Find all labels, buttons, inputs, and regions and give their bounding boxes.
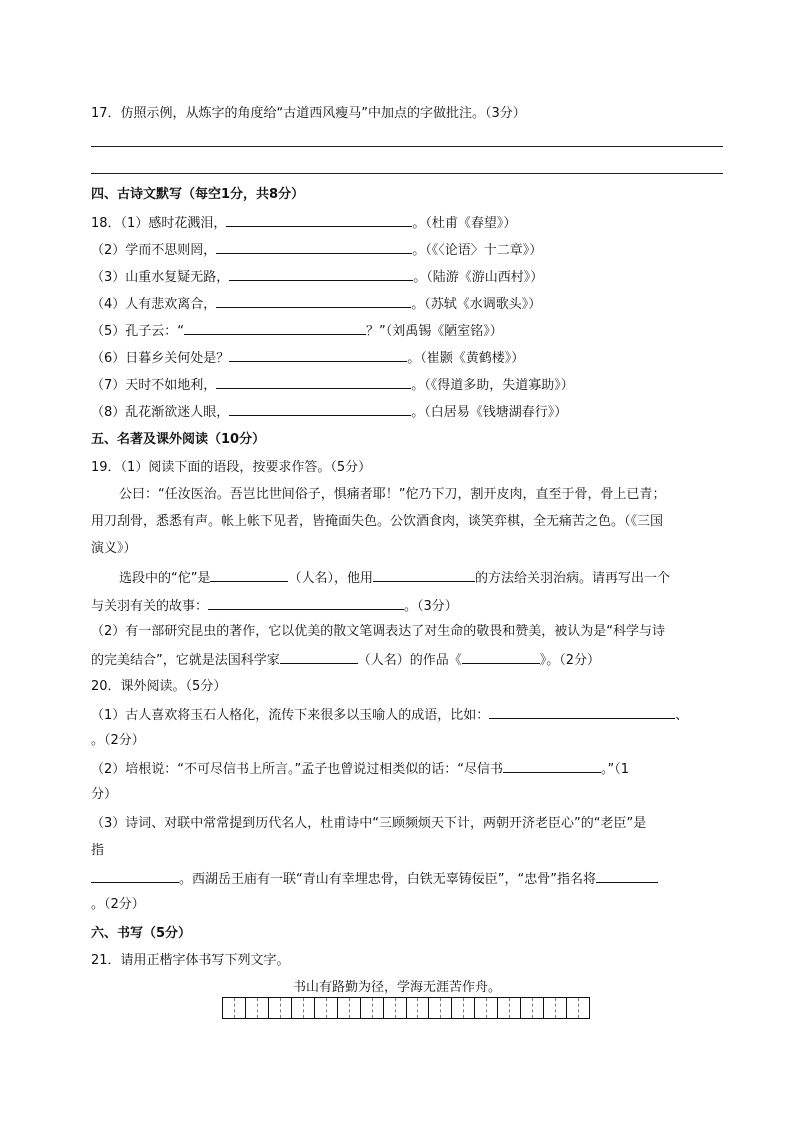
grid-cell[interactable] <box>407 998 430 1018</box>
passage-line: 演义》） <box>91 541 137 556</box>
blank[interactable] <box>91 869 179 883</box>
q20c-line1: （3）诗词、对联中常常提到历代名人，杜甫诗中“三顾频烦天下计，两朝开济老臣心”的“老臣”是 <box>91 816 647 831</box>
q20c-line3: 。西湖岳王庙有一联“青山有幸埋忠骨，白铁无辜铸佞臣”，“忠骨”指名将 <box>91 869 658 889</box>
q20-head: 20．课外阅读。（5分） <box>91 679 227 694</box>
grid-cell[interactable] <box>544 998 567 1018</box>
answer-line <box>91 173 723 174</box>
q20b-line2: 分） <box>91 787 118 802</box>
grid-cell[interactable] <box>452 998 475 1018</box>
q18-item-2: （2）学而不思则罔， 。（《〈论语〉十二章》） <box>91 240 542 260</box>
q17-text: 17．仿照示例，从炼字的角度给“古道西风瘦马”中加点的字做批注。（3分） <box>91 106 526 121</box>
grid-cell[interactable] <box>223 998 246 1018</box>
q20c-line2: 指 <box>91 843 105 858</box>
grid-cell[interactable] <box>292 998 315 1018</box>
q18-item-4: （4）人有悲欢离合， 。（苏轼《水调歌头》） <box>91 294 541 314</box>
blank[interactable] <box>216 375 411 389</box>
blank[interactable] <box>503 759 601 773</box>
q20b-line1: （2）培根说：“不可尽信书上所言。”孟子也曾说过相类似的话：“尽信书 。”（1 <box>91 759 629 779</box>
blank[interactable] <box>596 869 658 883</box>
q19a: 选段中的“佗”是 （人名），他用 的方法给关羽治病。请再写出一个 <box>119 568 670 588</box>
section-5-title: 五、名著及课外阅读（10分） <box>91 432 266 447</box>
blank[interactable] <box>184 321 366 335</box>
grid-cell[interactable] <box>567 998 589 1018</box>
q20a-line1: （1）古人喜欢将玉石人格化，流传下来很多以玉喻人的成语，比如： 、 <box>91 705 688 725</box>
grid-cell[interactable] <box>475 998 498 1018</box>
blank[interactable] <box>280 650 358 664</box>
grid-cell[interactable] <box>315 998 338 1018</box>
answer-line <box>91 146 723 147</box>
q18-item-3: （3）山重水复疑无路， 。（陆游《游山西村》） <box>91 267 543 287</box>
grid-cell[interactable] <box>521 998 544 1018</box>
writing-sample: 书山有路勤为径，学海无涯苦作舟。 <box>292 980 501 995</box>
blank[interactable] <box>210 568 288 582</box>
grid-cell[interactable] <box>246 998 269 1018</box>
q20a-line2: 。（2分） <box>91 733 145 748</box>
passage-line: 公曰：“任汝医治。吾岂比世间俗子，惧痛者耶！”佗乃下刀，割开皮肉，直至于骨，骨上已青； <box>119 487 666 502</box>
grid-cell[interactable] <box>498 998 521 1018</box>
grid-cell[interactable] <box>361 998 384 1018</box>
q19b: 与关羽有关的故事： 。（3分） <box>91 596 458 616</box>
q18-item-1: 18．（1）感时花溅泪， 。（杜甫《春望》） <box>91 213 516 233</box>
writing-grid[interactable] <box>222 997 590 1019</box>
grid-cell[interactable] <box>384 998 407 1018</box>
blank[interactable] <box>229 402 411 416</box>
section-6-title: 六、书写（5分） <box>91 926 192 941</box>
blank[interactable] <box>216 294 411 308</box>
q20c-line4: 。（2分） <box>91 897 145 912</box>
passage-line: 用刀刮骨，悉悉有声。帐上帐下见者，皆掩面失色。公饮酒食肉，谈笑弈棋，全无痛苦之色。（《三国 <box>91 514 664 529</box>
blank[interactable] <box>208 596 404 610</box>
blank[interactable] <box>489 705 675 719</box>
q18-item-7: （7）天时不如地利， 。（《得道多助，失道寡助》） <box>91 375 574 395</box>
q19c-line2: 的完美结合”，它就是法国科学家 （人名）的作品《 》。（2分） <box>91 650 600 670</box>
grid-cell[interactable] <box>338 998 361 1018</box>
q21-text: 21．请用正楷字体书写下列文字。 <box>91 953 290 968</box>
q18-item-6: （6）日暮乡关何处是？ 。（崔颢《黄鹤楼》） <box>91 348 524 368</box>
blank[interactable] <box>216 240 412 254</box>
blank[interactable] <box>373 568 475 582</box>
blank[interactable] <box>229 348 407 362</box>
q19-head: 19．（1）阅读下面的语段，按要求作答。（5分） <box>91 460 372 475</box>
q18-item-8: （8）乱花渐欲迷人眼， 。（白居易《钱塘湖春行》） <box>91 402 567 422</box>
q18-item-5: （5）孔子云：“ ？”（刘禹锡《陋室铭》） <box>91 321 503 341</box>
blank[interactable] <box>462 650 540 664</box>
blank[interactable] <box>229 267 413 281</box>
grid-cell[interactable] <box>269 998 292 1018</box>
q19c-line1: （2）有一部研究昆虫的著作，它以优美的散文笔调表达了对生命的敬畏和赞美，被认为是“科学与诗 <box>91 624 666 639</box>
section-4-title: 四、古诗文默写（每空1分，共8分） <box>91 187 305 202</box>
grid-cell[interactable] <box>429 998 452 1018</box>
blank[interactable] <box>226 213 412 227</box>
